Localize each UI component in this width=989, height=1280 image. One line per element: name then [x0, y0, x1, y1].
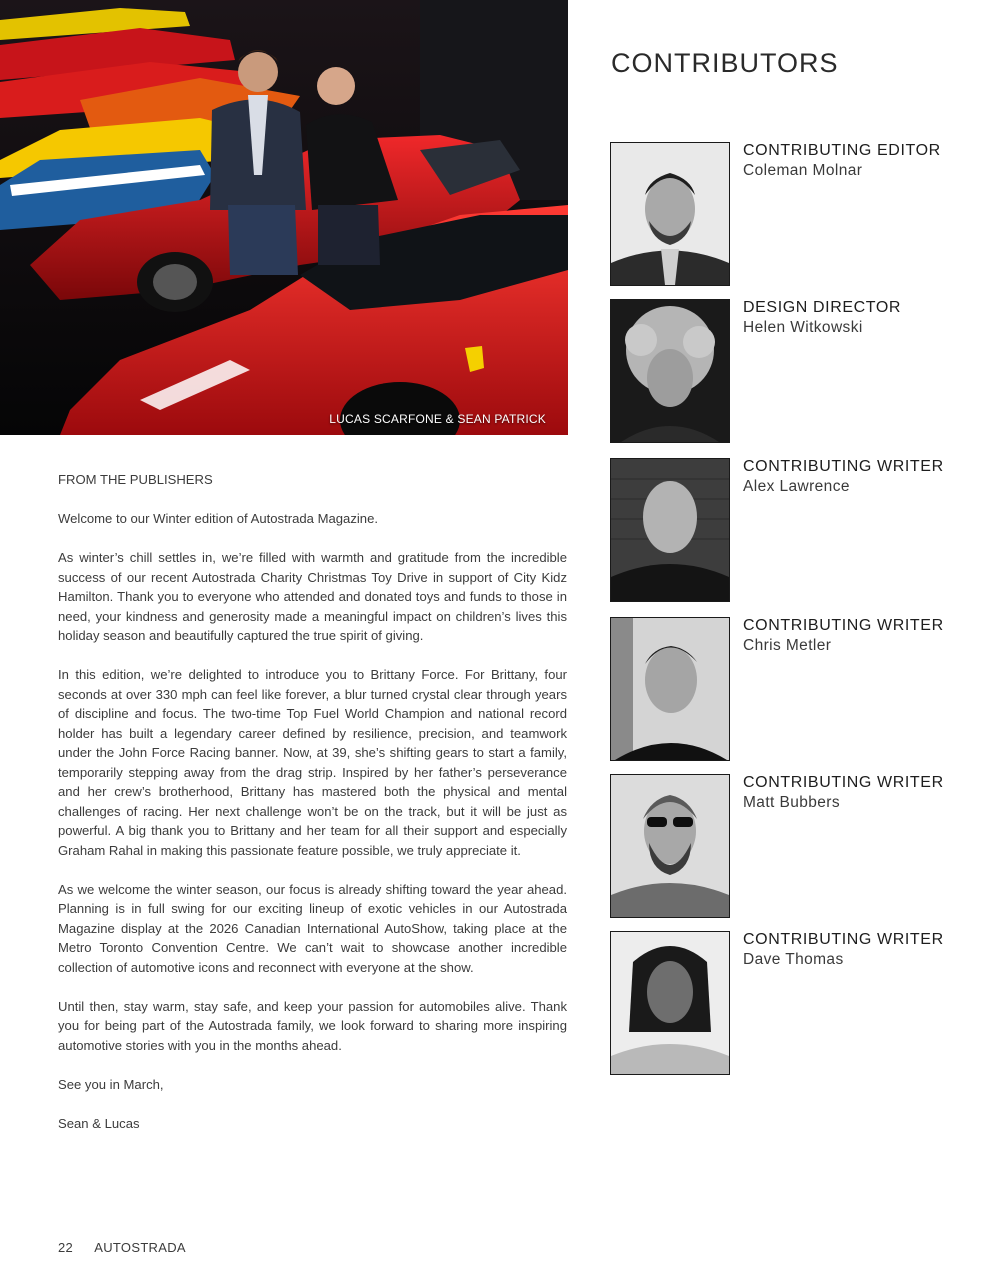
contributor-role: CONTRIBUTING WRITER [743, 617, 944, 634]
page-number: 22 [58, 1240, 74, 1255]
paragraph: Welcome to our Winter edition of Autostrada Magazine. [58, 511, 378, 526]
publishers-letter [58, 470, 567, 1153]
portrait-illustration [611, 459, 729, 601]
contributor-name: Matt Bubbers [743, 794, 840, 811]
contributor-name: Coleman Molnar [743, 162, 863, 179]
section-kicker: FROM THE PUBLISHERS [58, 472, 213, 487]
contributors-heading: CONTRIBUTORS [611, 48, 839, 78]
hero-photo [0, 0, 568, 435]
contributor-portrait [610, 774, 730, 918]
paragraph: As we welcome the winter season, our focus is already shifting toward the year ahead. Planning is in full swing for our exciting lineup of exotic vehicles in our Autostrada Magazine display at the 2026 Canadian International AutoShow, taking place at the Metro Toronto Convention Centre. We can’t wait to showcase another incredible collection of automotive icons and reconnect with everyone at the show. [58, 881, 567, 975]
signature: Sean & Lucas [58, 1115, 140, 1131]
contributor-portrait [610, 142, 730, 286]
paragraph: Until then, stay warm, stay safe, and keep your passion for automobiles alive. Thank you for being part of the Autostrada family, we look forward to sharing more inspiring automotive stories with you in the months ahead. [58, 998, 567, 1053]
contributor-role: CONTRIBUTING WRITER [743, 774, 944, 791]
contributor-card [610, 299, 955, 444]
portrait-illustration [611, 775, 729, 917]
contributor-card [610, 142, 955, 287]
portrait-illustration [611, 300, 729, 442]
contributor-card [610, 458, 955, 603]
contributor-role: DESIGN DIRECTOR [743, 299, 902, 316]
paragraph: In this edition, we’re delighted to introduce you to Brittany Force. For Brittany, four seconds at over 330 mph can feel like forever, a blur turned crystal clear through years of discipline and focus. The two-time Top Fuel World Champion and national record holder has built a legendary career defined by resilience, precision, and teamwork under the John Force Racing banner. Now, at 39, she’s shifting gears to start a family, temporarily stepping away from the drag strip. Inspired by her father’s perseverance and her crew’s brotherhood, Brittany has mastered both the physical and mental challenges of racing. Her next challenge won’t be on the track, but it will be just as powerful. A big thank you to Brittany and her team for all their support and especially Graham Rahal in making this passionate feature possible, we truly appreciate it. [58, 667, 567, 858]
contributor-role: CONTRIBUTING WRITER [743, 931, 944, 948]
contributor-portrait [610, 458, 730, 602]
publication-name: AUTOSTRADA [94, 1240, 186, 1255]
portrait-illustration [611, 143, 729, 285]
contributor-card [610, 617, 955, 762]
contributor-name: Dave Thomas [743, 951, 844, 968]
hero-illustration [0, 0, 568, 435]
portrait-illustration [611, 932, 729, 1075]
contributor-role: CONTRIBUTING WRITER [743, 458, 944, 475]
page-footer [58, 1240, 204, 1255]
sign-off: See you in March, [58, 1076, 164, 1092]
contributor-name: Chris Metler [743, 637, 832, 654]
contributor-card [610, 774, 955, 919]
contributor-role: CONTRIBUTING EDITOR [743, 142, 941, 159]
contributor-portrait [610, 931, 730, 1075]
contributor-portrait [610, 299, 730, 443]
contributor-name: Alex Lawrence [743, 478, 850, 495]
contributor-name: Helen Witkowski [743, 319, 863, 336]
contributor-portrait [610, 617, 730, 761]
paragraph: As winter’s chill settles in, we’re filled with warmth and gratitude from the incredible success of our recent Autostrada Charity Christmas Toy Drive in support of City Kidz Hamilton. Thank you to everyone who attended and donated toys and funds to those in need, your kindness and generosity made a meaningful impact on children’s lives this holiday season and beautifully captured the true spirit of giving. [58, 550, 567, 643]
contributor-card [610, 931, 955, 1076]
hero-caption: LUCAS SCARFONE & SEAN PATRICK [329, 412, 546, 426]
portrait-illustration [611, 618, 729, 760]
